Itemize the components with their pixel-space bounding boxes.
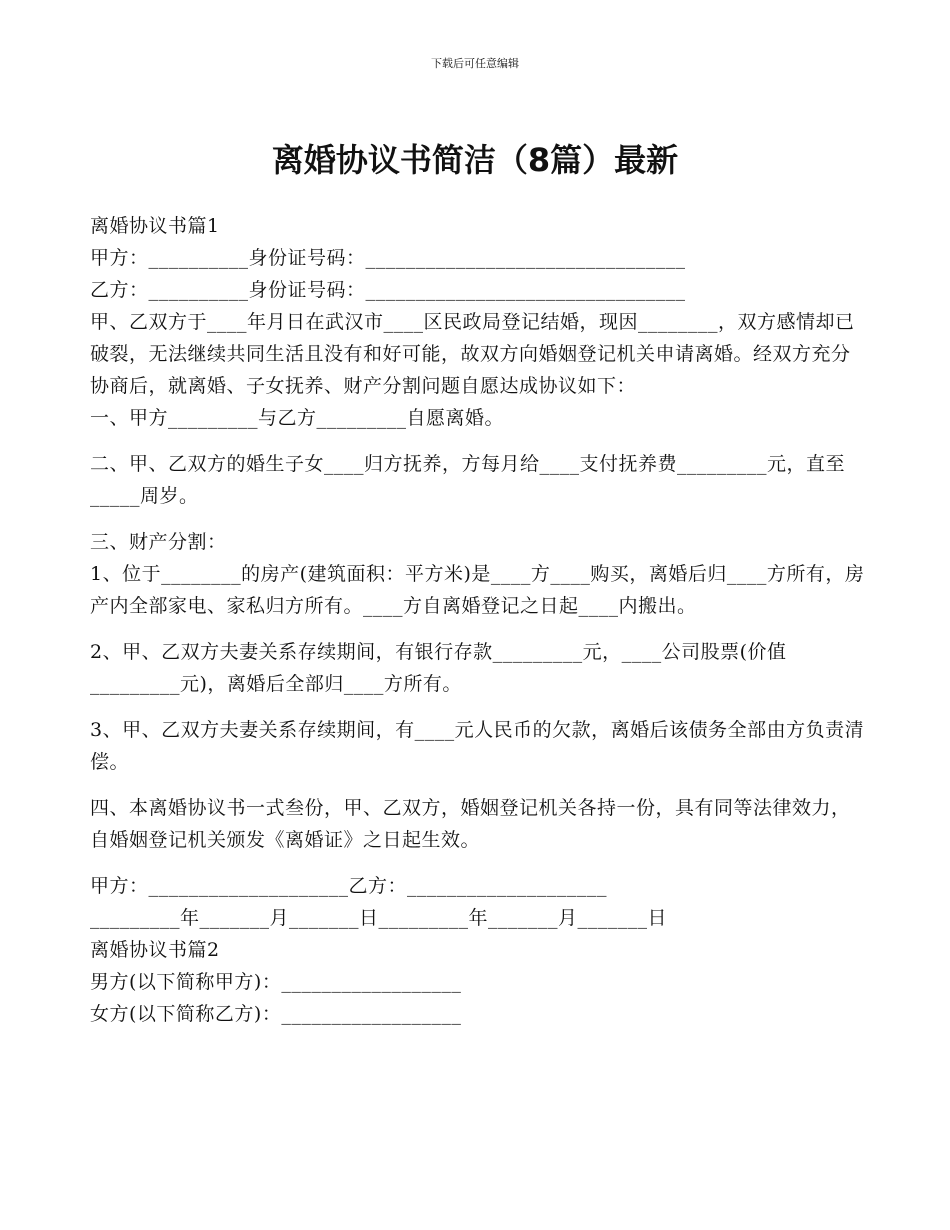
female-party-line: 女方(以下简称乙方)：__________________ — [90, 1003, 462, 1025]
section-heading-2: 离婚协议书篇2 — [90, 939, 220, 961]
clause-4: 四、本离婚协议书一式叁份，甲、乙双方，婚姻登记机关各持一份，具有同等法律效力，自婚姻登记机关颁发《离婚证》之日起生效。 — [90, 797, 851, 851]
clause-2: 二、甲、乙双方的婚生子女____归方抚养，方每月给____支付抚养费_________元，直至_____周岁。 — [90, 453, 846, 507]
document-body — [90, 210, 865, 1030]
intro-paragraph: 甲、乙双方于____年月日在武汉市____区民政局登记结婚，现因________，双方感情却已破裂，无法继续共同生活且没有和好可能，故双方向婚姻登记机关申请离婚。经双方充分协商后，就离婚、子女抚养、财产分割问题自愿达成协议如下： — [90, 311, 855, 397]
signature-line: 甲方：____________________乙方：____________________ — [90, 875, 608, 897]
clause-1: 一、甲方_________与乙方_________自愿离婚。 — [90, 407, 505, 429]
male-party-line: 男方(以下简称甲方)：__________________ — [90, 971, 462, 993]
clause-3-item-2: 2、甲、乙双方夫妻关系存续期间，有银行存款_________元，____公司股票(价值_________元)，离婚后全部归____方所有。 — [90, 641, 787, 695]
date-line: _________年_______月_______日_________年_______月_______日 — [90, 907, 668, 929]
party-b-line: 乙方：__________身份证号码：________________________________ — [90, 279, 686, 301]
clause-3-heading: 三、财产分割： — [90, 531, 227, 553]
page-header-note: 下载后可任意编辑 — [431, 57, 519, 70]
document-title: 离婚协议书简洁（8篇）最新 — [271, 141, 679, 179]
party-a-line: 甲方：__________身份证号码：________________________________ — [90, 247, 686, 269]
clause-3-item-3: 3、甲、乙双方夫妻关系存续期间，有____元人民币的欠款，离婚后该债务全部由方负责清偿。 — [90, 719, 865, 773]
clause-3-item-1: 1、位于________的房产(建筑面积：平方米)是____方____购买，离婚后归____方所有，房产内全部家电、家私归方所有。____方自离婚登记之日起____内搬出。 — [90, 563, 865, 617]
section-heading-1: 离婚协议书篇1 — [90, 215, 220, 237]
